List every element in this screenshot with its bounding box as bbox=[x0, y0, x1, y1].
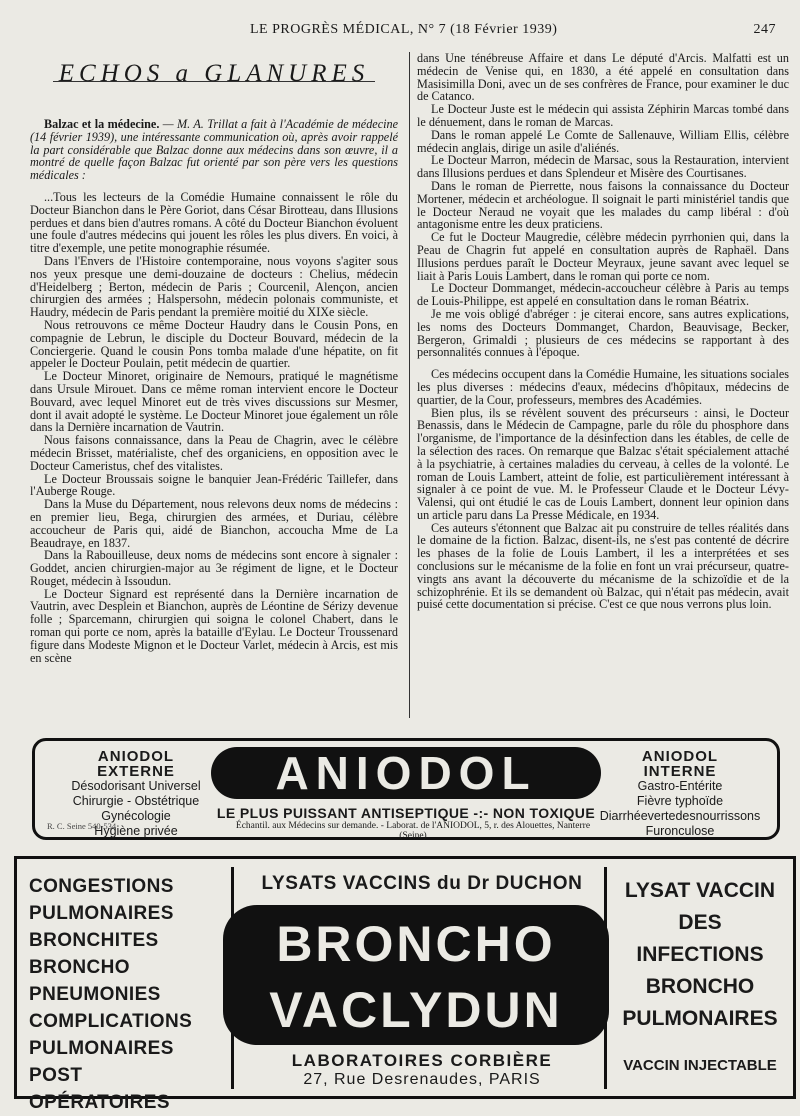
aniodol-tagline: LE PLUS PUISSANT ANTISEPTIQUE -:- NON TOXIQUE bbox=[216, 805, 596, 821]
aniodol-right-line: Diarrhéevertedesnourrissons bbox=[599, 809, 761, 823]
brand-line-2: VACLYDUN bbox=[269, 982, 563, 1038]
aniodol-left-line: Désodorisant Universel bbox=[71, 779, 201, 793]
aniodol-right-line: Fièvre typhoïde bbox=[636, 794, 724, 808]
aniodol-interne-block bbox=[591, 749, 769, 839]
product-line: INFECTIONS bbox=[636, 943, 764, 966]
product-line: LYSAT VACCIN bbox=[624, 879, 776, 902]
article-columns bbox=[30, 52, 790, 718]
paragraph: Le Docteur Marron, médecin de Marsac, sous la Restauration, intervient dans Illusions perdues et dans Splendeur et Misère des Courtisanes. bbox=[417, 153, 789, 181]
aniodol-brand-logo: ANIODOL bbox=[211, 747, 601, 799]
product-line: DES bbox=[678, 911, 722, 934]
paragraph: Dans l'Envers de l'Histoire contemporaine, nous voyons s'agiter sous nos yeux presque une demi-douzaine de docteurs : Chelius, médecin d'Heidelberg ; Berton, médecin de Paris ; Courcenil, Alençon, ancien chirurgien des armées ; Halspersohn, médecin polonais communiste, et Haudry, médecin de Paris pendant la première moitié du XIXe siècle. bbox=[30, 253, 398, 320]
product-description bbox=[615, 875, 785, 1035]
aniodol-advertisement bbox=[32, 738, 780, 840]
paragraph: Dans le roman de Pierrette, nous faisons la connaissance du Docteur Mortener, médecin et archéologue. Il soignait le parti ministériel tandis que le Docteur Neraud ne voyait que les malades du camp libéral : d'où antagonisme entre les deux praticiens. bbox=[417, 178, 789, 232]
paragraph: Je me vois obligé d'abréger : je citerai encore, sans autres explications, les noms des Docteurs Dommanget, Chardon, Beauvisage, Becker, Bergeron, Grimaldi ; plusieurs de ces médecins se rapportant à des personnalités connues à l'époque. bbox=[417, 306, 789, 360]
column-divider bbox=[409, 52, 410, 718]
paragraph: Le Docteur Broussais soigne le banquier Jean-Frédéric Taillefer, dans l'Auberge Rouge. bbox=[30, 471, 398, 499]
indication-item: POST OPÉRATOIRES bbox=[29, 1065, 170, 1113]
injectable-label: VACCIN INJECTABLE bbox=[623, 1057, 777, 1074]
paragraph: Le Docteur Signard est représenté dans la Dernière incarnation de Vautrin, avec Desplein et Bianchon, auprès de Léontine de Sérizy devenue folle ; Sparcemann, chirurgien qui soigna le colonel Chabert, dans le roman qui porte ce nom, après la bataille d'Eylau. Le Docteur Troussenard figure dans Modeste Mignon et le Docteur Varlet, médecin à Arcis, est mis en scène bbox=[30, 586, 398, 665]
aniodol-left-line: Gynécologie bbox=[101, 809, 171, 823]
paragraph: Le Docteur Dommanget, médecin-accoucheur célèbre à Paris au temps de Louis-Philippe, est appelé en consultation dans le roman Béatrix. bbox=[417, 281, 789, 309]
broncho-vaclydun-logo bbox=[223, 905, 609, 1045]
indication-item: COMPLICATIONS bbox=[29, 1011, 193, 1032]
paragraph: ...Tous les lecteurs de la Comédie Humaine connaissent le rôle du Docteur Bianchon dans le Père Goriot, dans César Birotteau, dans Illusions perdues et dans bien d'autres romans. A côté du Docteur Bianchon évoluent une foule d'autres médecins qui jouent les rôles les plus divers. En voici, à titre d'exemple, une petite monographie résumée. bbox=[30, 189, 398, 256]
paragraph: Ces médecins occupent dans la Comédie Humaine, les situations sociales les plus diverses : médecins d'eaux, médecins d'hôpitaux, médecins de quartier, de la Cour, professeurs, membres des Académies. bbox=[417, 367, 789, 407]
aniodol-footer: Échantil. aux Médecins sur demande. - Laborat. de l'ANIODOL, 5, r. des Alouettes, Nanterre (Seine) bbox=[235, 821, 591, 841]
journal-title: LE PROGRÈS MÉDICAL, N° 7 (18 Février 1939) bbox=[250, 22, 558, 37]
indication-item: BRONCHITES bbox=[29, 930, 159, 951]
paragraph: Nous retrouvons ce même Docteur Haudry dans le Cousin Pons, en compagnie de Lebrun, le disciple du Docteur Bouvard, médecin de la Conciergerie. Quand le cousin Pons tomba malade d'une hépatite, on fit appeler le Docteur Poulain, petit médecin de quartier. bbox=[30, 317, 398, 371]
broncho-vaclydun-advertisement bbox=[14, 856, 796, 1113]
indication-item: PULMONAIRES bbox=[29, 903, 174, 924]
product-line: PULMONAIRES bbox=[622, 1007, 778, 1030]
paragraph: Dans la Rabouilleuse, deux noms de médecins sont encore à signaler : Goddet, ancien chirurgien-major au 3e régiment de ligne, et le Docteur Rouget, médecin à Issoudun. bbox=[30, 548, 398, 588]
aniodol-right-line: Furonculose bbox=[645, 824, 715, 838]
left-column bbox=[30, 52, 398, 718]
paragraph: Le Docteur Juste est le médecin qui assista Zéphirin Marcas tombé dans le dénuement, dans le roman de Marcas. bbox=[417, 102, 789, 129]
indication-item: PULMONAIRES bbox=[29, 1038, 174, 1059]
paragraph: Bien plus, ils se révèlent souvent des précurseurs : ainsi, le Docteur Benassis, dans le Médecin de Campagne, parle du rôle du phosphore dans l'organisme, de l'importance de la désinfection dans les étables, de celle de la sélection des races. On remarque que Balzac s'était spécialement attaché à la psychiatrie, à certaines maladies du cerveau, à celles de la volonté. Le roman de Louis Lambert, atteint de folie, est particulièrement intéressant à signaler à ce point de vue. M. le Professeur Claude et le Docteur Lévy-Valensi, qui ont étudié le cas de Louis Lambert, donnent leur opinion dans un article paru dans La Presse Médicale, en 1934. bbox=[417, 405, 789, 522]
article-intro: — M. A. Trillat a fait à l'Académie de médecine (14 février 1939), une intéressante communication où, après avoir rappelé la part considérable que Balzac donne aux médecins dans son œuvre, il a montré de quelle façon Balzac fut orienté par son père vers les questions médicales : bbox=[30, 117, 398, 183]
aniodol-right-title: ANIODOL bbox=[641, 748, 719, 765]
aniodol-left-title: ANIODOL bbox=[97, 748, 175, 765]
paragraph: dans Une ténébreuse Affaire et dans Le député d'Arcis. Malfatti est un médecin de Venise qui, en 1830, a été appelé en consultation dans Masisimilla Doni, avec un de ses confrères de France, pour examiner le duc de Catanco. bbox=[417, 52, 789, 104]
aniodol-right-subtitle: INTERNE bbox=[643, 763, 717, 780]
laboratory-name: LABORATOIRES CORBIÈRE bbox=[291, 1051, 553, 1070]
paragraph: Nous faisons connaissance, dans la Peau de Chagrin, avec le célèbre médecin Brisset, matérialiste, chef des organiciens, en opposition avec le Docteur Cameristus, chef des vitalistes. bbox=[30, 433, 398, 473]
indication-item: CONGESTIONS bbox=[29, 876, 174, 897]
aniodol-left-subtitle: EXTERNE bbox=[97, 763, 175, 780]
indications-list bbox=[29, 873, 219, 1116]
laboratory-address: 27, Rue Desrenaudes, PARIS bbox=[303, 1071, 541, 1088]
paragraph: Le Docteur Minoret, originaire de Nemours, pratiqué le magnétisme dans Ursule Mirouet. Dans ce même roman intervient encore le Docteur Bouvard, avec lequel Minoret eut de très vives discussions sur Mesmer, dont il avait adopté le système. Le Docteur Minoret joue également un rôle dans la Dernière incarnation de Vautrin. bbox=[30, 369, 398, 435]
aniodol-left-line: Hygiène privée bbox=[94, 824, 178, 838]
paragraph: Dans le roman appelé Le Comte de Sallenauve, William Ellis, célèbre médecin anglais, dirige un asile d'aliénés. bbox=[417, 127, 789, 155]
ad-top-heading: LYSATS VACCINS du Dr DUCHON bbox=[261, 873, 583, 894]
paragraph: Ces auteurs s'étonnent que Balzac ait pu construire de telles réalités dans le domaine de la fiction. Balzac, disent-ils, ne s'est pas contenté de décrire les phases de la folie de Louis Lambert, il les a interprétées et ses conclusions sur le mécanisme de la folie en font un vrai précurseur, quatre-vingts ans avant la découverte du mécanisme de la schizoïdie et de la schizophrénie. Et ils se demandent où Balzac, qui n'était pas médecin, avait puisé cette documentation si précise. C'est ce que nous verrons plus loin. bbox=[417, 520, 789, 612]
article-lead bbox=[30, 118, 398, 182]
page-number: 247 bbox=[753, 22, 776, 37]
paragraph: Dans la Muse du Département, nous relevons deux noms de médecins : en premier lieu, Bega, chirurgien des armées, et Duriau, célèbre accoucheur de Paris qui, aidé de Bianchon, accoucha Mme de La Beaudraye, en 1837. bbox=[30, 497, 398, 550]
indication-item: BRONCHO bbox=[29, 957, 130, 978]
article-title: Balzac et la médecine. bbox=[44, 117, 160, 131]
indication-item: PNEUMONIES bbox=[29, 984, 161, 1005]
section-title: ECHOS a GLANURES bbox=[30, 68, 398, 98]
page-header bbox=[0, 22, 800, 42]
aniodol-right-line: Gastro-Entérite bbox=[637, 779, 723, 793]
brand-line-1: BRONCHO bbox=[276, 916, 556, 972]
product-line: BRONCHO bbox=[645, 975, 755, 998]
paragraph: Ce fut le Docteur Maugredie, célèbre médecin pyrrhonien qui, dans la Peau de Chagrin fut appelé en consultation auprès de Raphaël. Dans Illusions perdues paraît le Docteur Meyraux, jeune savant avec lequel se liait à Paris Louis Lambert, dans le roman qui porte ce nom. bbox=[417, 230, 789, 283]
right-column bbox=[417, 52, 789, 718]
aniodol-left-line: Chirurgie - Obstétrique bbox=[72, 794, 200, 808]
aniodol-registration: R. C. Seine 540-534 bbox=[47, 821, 117, 831]
